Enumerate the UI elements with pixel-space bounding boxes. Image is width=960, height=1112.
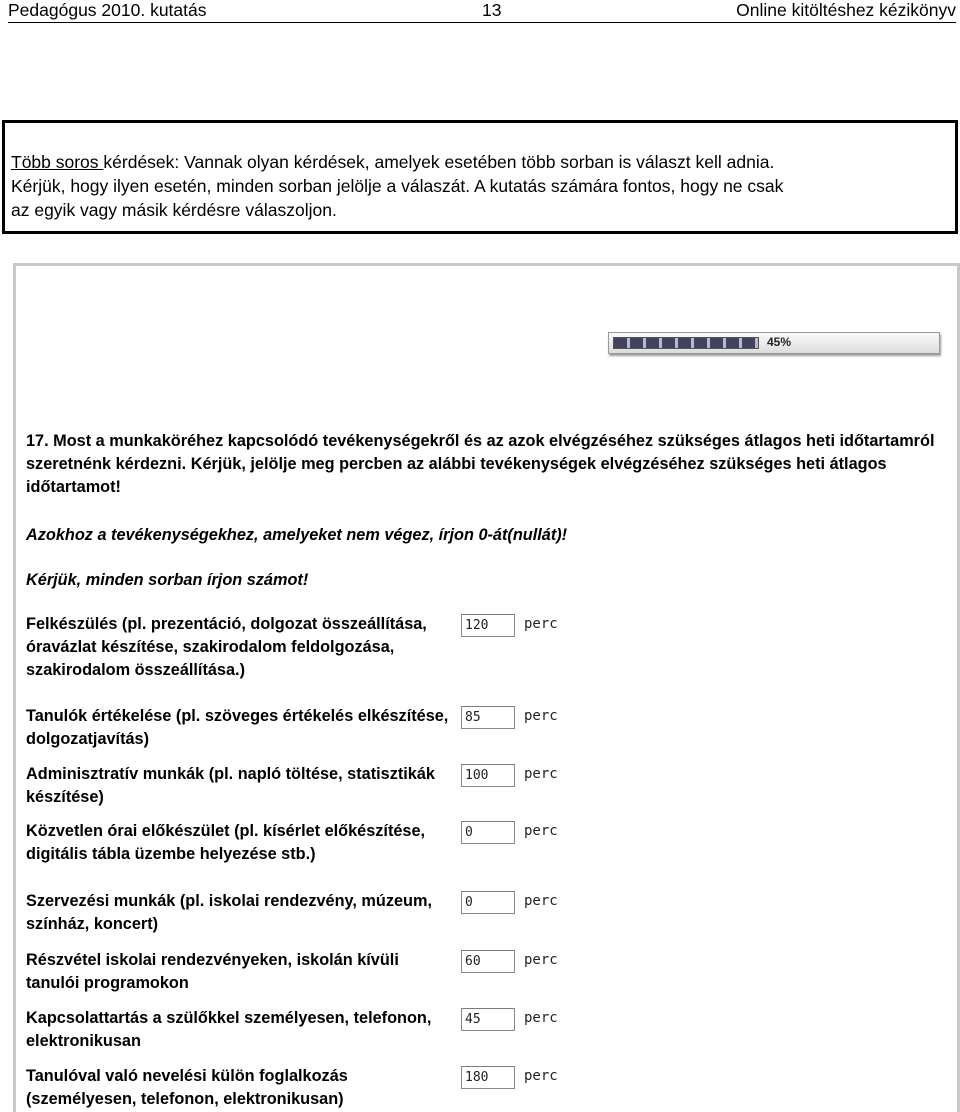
question-title: 17. Most a munkaköréhez kapcsolódó tevékenységekről és az azok elvégzéséhez szükséges átlagos heti időtartamról szeretnénk kérdezni. Kérjük, jelölje meg percben az alábbi tevékenységek elvégzéséhez szükséges heti átlagos időtartamot! bbox=[26, 432, 935, 496]
minutes-input[interactable] bbox=[461, 764, 515, 787]
unit-label: perc bbox=[524, 708, 558, 724]
unit-label: perc bbox=[524, 616, 558, 632]
info-box bbox=[2, 120, 958, 234]
minutes-input[interactable] bbox=[461, 1066, 515, 1089]
activity-label: Felkészülés (pl. prezentáció, dolgozat összeállítása, óravázlat készítése, szakirodalom feldolgozása, szakirodalom összeállítása.) bbox=[26, 615, 427, 679]
activity-label: Közvetlen órai előkészület (pl. kísérlet előkészítése, digitális tábla üzembe helyezése stb.) bbox=[26, 822, 426, 863]
unit-label: perc bbox=[524, 893, 558, 909]
survey-screenshot bbox=[13, 263, 960, 1112]
header-document-title: Online kitöltéshez kézikönyv bbox=[736, 0, 956, 20]
progress-label: 45% bbox=[767, 335, 792, 349]
info-text-line3: az egyik vagy másik kérdésre válaszoljon. bbox=[11, 200, 337, 220]
activity-label: Szervezési munkák (pl. iskolai rendezvény, múzeum, színház, koncert) bbox=[26, 892, 432, 933]
minutes-input[interactable] bbox=[461, 706, 515, 729]
unit-label: perc bbox=[524, 823, 558, 839]
unit-label: perc bbox=[524, 766, 558, 782]
activity-label: Tanulók értékelése (pl. szöveges értékelés elkészítése, dolgozatjavítás) bbox=[26, 707, 449, 748]
activity-label: Adminisztratív munkák (pl. napló töltése, statisztikák készítése) bbox=[26, 765, 435, 806]
minutes-input[interactable] bbox=[461, 1008, 515, 1031]
progress-bar bbox=[608, 332, 940, 354]
minutes-input[interactable] bbox=[461, 891, 515, 914]
page-header bbox=[8, 0, 956, 23]
activity-label: Tanulóval való nevelési külön foglalkozás (személyesen, telefonon, elektronikusan) bbox=[26, 1067, 348, 1108]
header-title: Pedagógus 2010. kutatás bbox=[8, 0, 207, 20]
question-note-zero: Azokhoz a tevékenységekhez, amelyeket nem végez, írjon 0-át(nullát)! bbox=[26, 526, 568, 544]
minutes-input[interactable] bbox=[461, 614, 515, 637]
progress-fill bbox=[613, 337, 759, 349]
question-note-number: Kérjük, minden sorban írjon számot! bbox=[26, 571, 309, 589]
info-term: Több soros bbox=[11, 152, 104, 172]
activity-label: Részvétel iskolai rendezvényeken, iskolán kívüli tanulói programokon bbox=[26, 951, 399, 992]
activity-label: Kapcsolattartás a szülőkkel személyesen, telefonon, elektronikusan bbox=[26, 1009, 432, 1050]
minutes-input[interactable] bbox=[461, 950, 515, 973]
info-text-line1: kérdések: Vannak olyan kérdések, amelyek esetében több sorban is választ kell adnia. bbox=[103, 152, 775, 172]
page-number: 13 bbox=[482, 0, 502, 20]
unit-label: perc bbox=[524, 1068, 558, 1084]
unit-label: perc bbox=[524, 952, 558, 968]
info-text-line2: Kérjük, hogy ilyen esetén, minden sorban jelölje a válaszát. A kutatás számára fontos, hogy ne csak bbox=[11, 176, 784, 196]
unit-label: perc bbox=[524, 1010, 558, 1026]
info-text bbox=[11, 150, 955, 222]
minutes-input[interactable] bbox=[461, 821, 515, 844]
